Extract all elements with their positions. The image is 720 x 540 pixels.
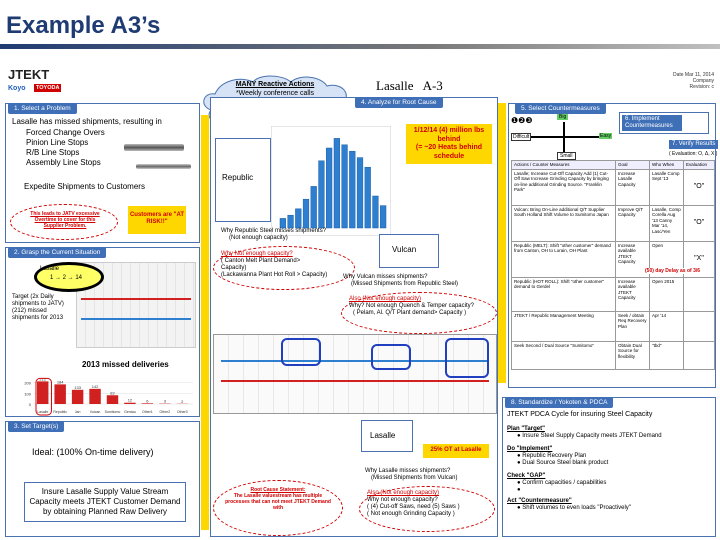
section-standardize: [502, 397, 716, 537]
company-logo: JTEKT: [8, 67, 50, 82]
pdca-body: [507, 426, 711, 512]
chart-data-label: 6: [146, 398, 149, 404]
at-risk-box: Customers are "AT RISK!!": [128, 206, 186, 234]
chart-tick-label: 200: [24, 380, 31, 386]
section7-header: 7. Verify Results: [669, 140, 718, 149]
chart-bar: [142, 403, 153, 404]
why-lasalle: Why Lasalle misses shipments? (Missed Shipments from Vulcan): [365, 468, 458, 481]
vulcan-box: [379, 234, 439, 268]
chart-bar: [54, 384, 65, 404]
republic-factory: [215, 138, 271, 222]
do-head: Do "Implement": [507, 446, 553, 452]
section3-header: 3. Set Target(s): [8, 421, 64, 432]
chart-data-label: 82: [110, 390, 115, 396]
chart-data-label: 142: [91, 383, 99, 389]
why-lasalle-detail: Also (Not enough capacity) Why not enough capacity? ( (4) Cut-off Saws, need (5) Saws ) ( Not enough Grinding Capacity ): [367, 490, 460, 517]
flow-arrow: [201, 115, 209, 530]
expedite-text: Expedite Shipments to Customers: [24, 182, 145, 191]
lasalle-box-label: Lasalle: [370, 431, 396, 440]
check-item: ● Confirm capacities / capabilities: [517, 480, 607, 486]
goal-box: Insure Lasalle Supply Value Stream Capacity meets JTEKT Customer Demand by obtaining Planned Raw Delivery: [24, 482, 186, 522]
section8-header: 8. Standardize / Yokoten & PDCA: [505, 397, 613, 408]
brand-toyoda: TOYODA: [36, 85, 60, 91]
problem-item: R/B Line Stops: [26, 148, 80, 157]
chart-bar: [373, 196, 379, 228]
section2-header: 2. Grasp the Current Situation: [8, 247, 106, 258]
effort-impact-matrix: [511, 114, 612, 159]
why-vulcan-detail: Also (Not enough capacity) Why? Not enough Quench & Temper capacity? ( Pelam, Al. Q/T Plant demand> Capacity ): [349, 296, 474, 316]
matrix-difficult: Difficult: [513, 134, 530, 140]
chart-category-label: Republic: [53, 410, 67, 414]
chart-bar: [280, 218, 286, 228]
chart-bar: [334, 138, 340, 228]
table-row: JTEKT / Republic Management Meeting Seek / obtain Req Recovery Plan Apr '14: [512, 311, 715, 341]
section5-header: 5. Select Countermeasures: [515, 103, 606, 114]
chart-bar: [288, 215, 294, 228]
act-item: ● Shift volumes to even loads "Proactively": [517, 505, 631, 511]
problem-statement: Lasalle has missed shipments, resulting in: [12, 117, 162, 126]
chart-bar: [295, 209, 301, 228]
table-row: Lasalle; Increase Cut-Off Capacity Add (1) Cut-Off Saw Increase Grinding Capacity by bringing on-line additional Grinding Source. "Franklin Park" Increase Lasalle Capacity Lasalle Comp Sept '13 "O": [512, 169, 715, 205]
problem-item: Assembly Line Stops: [26, 158, 101, 167]
matrix-easy: Easy: [600, 133, 612, 139]
table-header-row: Actions / Counter Measures Goal Who When Evaluation: [512, 161, 715, 170]
section-select-problem: [5, 103, 200, 243]
chart-data-label: 12: [127, 397, 133, 403]
doc-meta: Date Mar 11, 2014 Company Revision: c: [672, 72, 714, 90]
chart-category-label: Jan: [74, 410, 81, 414]
section-grasp-situation: [5, 247, 200, 417]
lasalle-sub: 1 → 2 → 14: [50, 275, 83, 281]
capacity-chart: [271, 126, 391, 236]
chart-bar: [365, 167, 371, 228]
chart-category-label: Sumitomo: [104, 410, 121, 414]
matrix-big: Big: [559, 114, 567, 120]
shaft-part-image: [136, 164, 191, 169]
pinion-part-image: [124, 144, 184, 151]
problem-item: Forced Change Overs: [26, 128, 105, 137]
section6-box: [619, 112, 709, 134]
ideal-target: Ideal: (100% On-time delivery): [32, 447, 154, 457]
table-row: Republic (HOT ROLL): Shift "other customer" demand to Gerdel Increase available JTEKT Capacity Open 2015: [512, 277, 715, 311]
section6-header: 6. Implement Countermeasures: [622, 115, 682, 131]
flow-arrow: [498, 103, 506, 383]
problem-items: [26, 128, 105, 168]
chart-data-label: 212: [39, 376, 47, 382]
chart-data-label: 2: [181, 398, 184, 404]
check-head: Check "GAP": [507, 473, 546, 479]
republic-label: Republic: [222, 173, 254, 182]
process-map-line: [81, 298, 191, 300]
brand-koyo: Koyo: [8, 85, 26, 92]
vsm-line: [221, 380, 489, 382]
chart-bar: [326, 148, 332, 228]
problem-item: Pinion Line Stops: [26, 138, 89, 147]
vsm-highlight: [281, 338, 321, 366]
lasalle-box: [361, 420, 413, 452]
plan-item: ● Insure Steel Supply Capacity meets JTEKT Demand: [517, 433, 662, 439]
chart-tick-label: 0: [28, 402, 31, 407]
chart-category-label: Lasalle: [37, 410, 49, 414]
chart-bar: [342, 145, 348, 228]
section1-header: 1. Select a Problem: [8, 103, 77, 114]
chart-category-label: Vulcan: [89, 410, 101, 414]
chart-bar: [319, 161, 325, 228]
table-row: Republic (MELT): Shift "other customer" demand from Canton, OH to Lorain, OH Plant Increase available JTEKT Capacity Open "X": [512, 241, 715, 277]
table-row: Vulcan: Bring On-Line additional Q/T Supplier South Holland Shift Volume to Sumitomo Japan Improve Q/T Capacity Lasalle, Comp Corella Aug '13 Canny Mar '14, Lasc/Yen "O": [512, 205, 715, 241]
chart-bar: [357, 158, 363, 228]
section-set-targets: [5, 421, 200, 537]
step-circles: ❶❷❸: [511, 116, 533, 125]
root-cause-statement: Root Cause Statement: The Lasalle valuestream has multiple processes that can not meet JTEKT Demand with: [225, 487, 331, 511]
chart-category-label: Other3: [176, 410, 188, 414]
section4-header: 4. Analyze for Root Cause: [355, 97, 443, 108]
ot-note: 25% OT at Lasalle: [423, 444, 489, 458]
vulcan-label: Vulcan: [392, 245, 417, 254]
chart-data-label: 3: [163, 398, 166, 404]
why-republic-sub: (Not enough capacity): [229, 235, 288, 241]
matrix-small: Small: [557, 152, 576, 160]
act-head: Act "Countermeasure": [507, 498, 572, 504]
lasalle-label: Lasalle: [40, 266, 60, 272]
chart-category-label: Gerdau: [124, 410, 136, 414]
section7-box: [669, 140, 718, 160]
section-root-cause: [210, 97, 498, 537]
slide-title: Example A3’s: [6, 12, 161, 39]
chart-bar: [349, 151, 355, 228]
countermeasure-table: [511, 160, 715, 370]
chart-category-label: Other2: [159, 410, 171, 414]
matrix-hline: [519, 136, 605, 138]
chart-bar: [303, 199, 309, 228]
vsm-highlight: [445, 338, 489, 378]
delay-note: (50) day Delay as of 3/6: [645, 268, 701, 274]
chart-bar: [72, 390, 83, 404]
section-countermeasures: [508, 103, 716, 388]
why-republic-detail: Why Not enough capacity? ( Canton Melt Plant Demand> Capacity) (Lackawanna Plant Hot Roll > Capacity): [221, 251, 328, 278]
behind-schedule-note: 1/12/14 (4) million lbs behind (= ~20 Heats behind schedule: [406, 124, 492, 164]
why-republic-head: Why Republic Steel misses shipments?: [221, 228, 327, 234]
chart-data-label: 184: [56, 379, 64, 385]
document-title: Lasalle A-3: [376, 78, 443, 93]
plan-head: Plan "Target": [507, 426, 545, 432]
process-map-line: [81, 318, 191, 320]
chart-bar: [107, 395, 118, 404]
why-vulcan: Why Vulcan misses shipments? (Missed Shipments from Republic Steel): [343, 274, 459, 287]
chart-bar: [124, 403, 135, 404]
section7-sub: ( Evaluation: O, Δ, X ): [669, 151, 718, 157]
vsm-highlight: [371, 344, 411, 370]
do-item: ● Republic Recovery Plan: [517, 453, 587, 459]
chart-bar: [89, 389, 100, 404]
title-rule: [0, 44, 720, 49]
cloud-text: MANY Reactive Actions *Weekly conference calls: [200, 81, 350, 124]
check-item-empty: ●: [517, 487, 521, 493]
overtime-note: This leads to JATV excessive Overtime to cover for this Supplier Problem.: [30, 211, 100, 229]
chart-tick-label: 100: [24, 391, 31, 397]
chart-bar: [311, 186, 317, 228]
why-republic: [221, 228, 361, 242]
chart-data-label: 133: [74, 384, 81, 390]
cloud-title: MANY Reactive Actions: [235, 81, 315, 88]
chart-bar: [380, 206, 386, 228]
target-text: Target (2x Daily shipments to JATV) (212) missed shipments for 2013: [12, 294, 64, 321]
chart-bar: [37, 381, 48, 404]
chart-category-label: Other1: [142, 410, 153, 414]
do-item: ● Dual Source Steel blank product: [517, 460, 609, 466]
missed-deliveries-chart: [12, 360, 197, 416]
missed-deliveries-title: 2013 missed deliveries: [82, 360, 169, 369]
table-row: Seek Second / Dual Source "Sumitomo" Obtain Dual Source for flexibility "tbd": [512, 341, 715, 369]
pdca-title: JTEKT PDCA Cycle for insuring Steel Capacity: [507, 411, 653, 418]
